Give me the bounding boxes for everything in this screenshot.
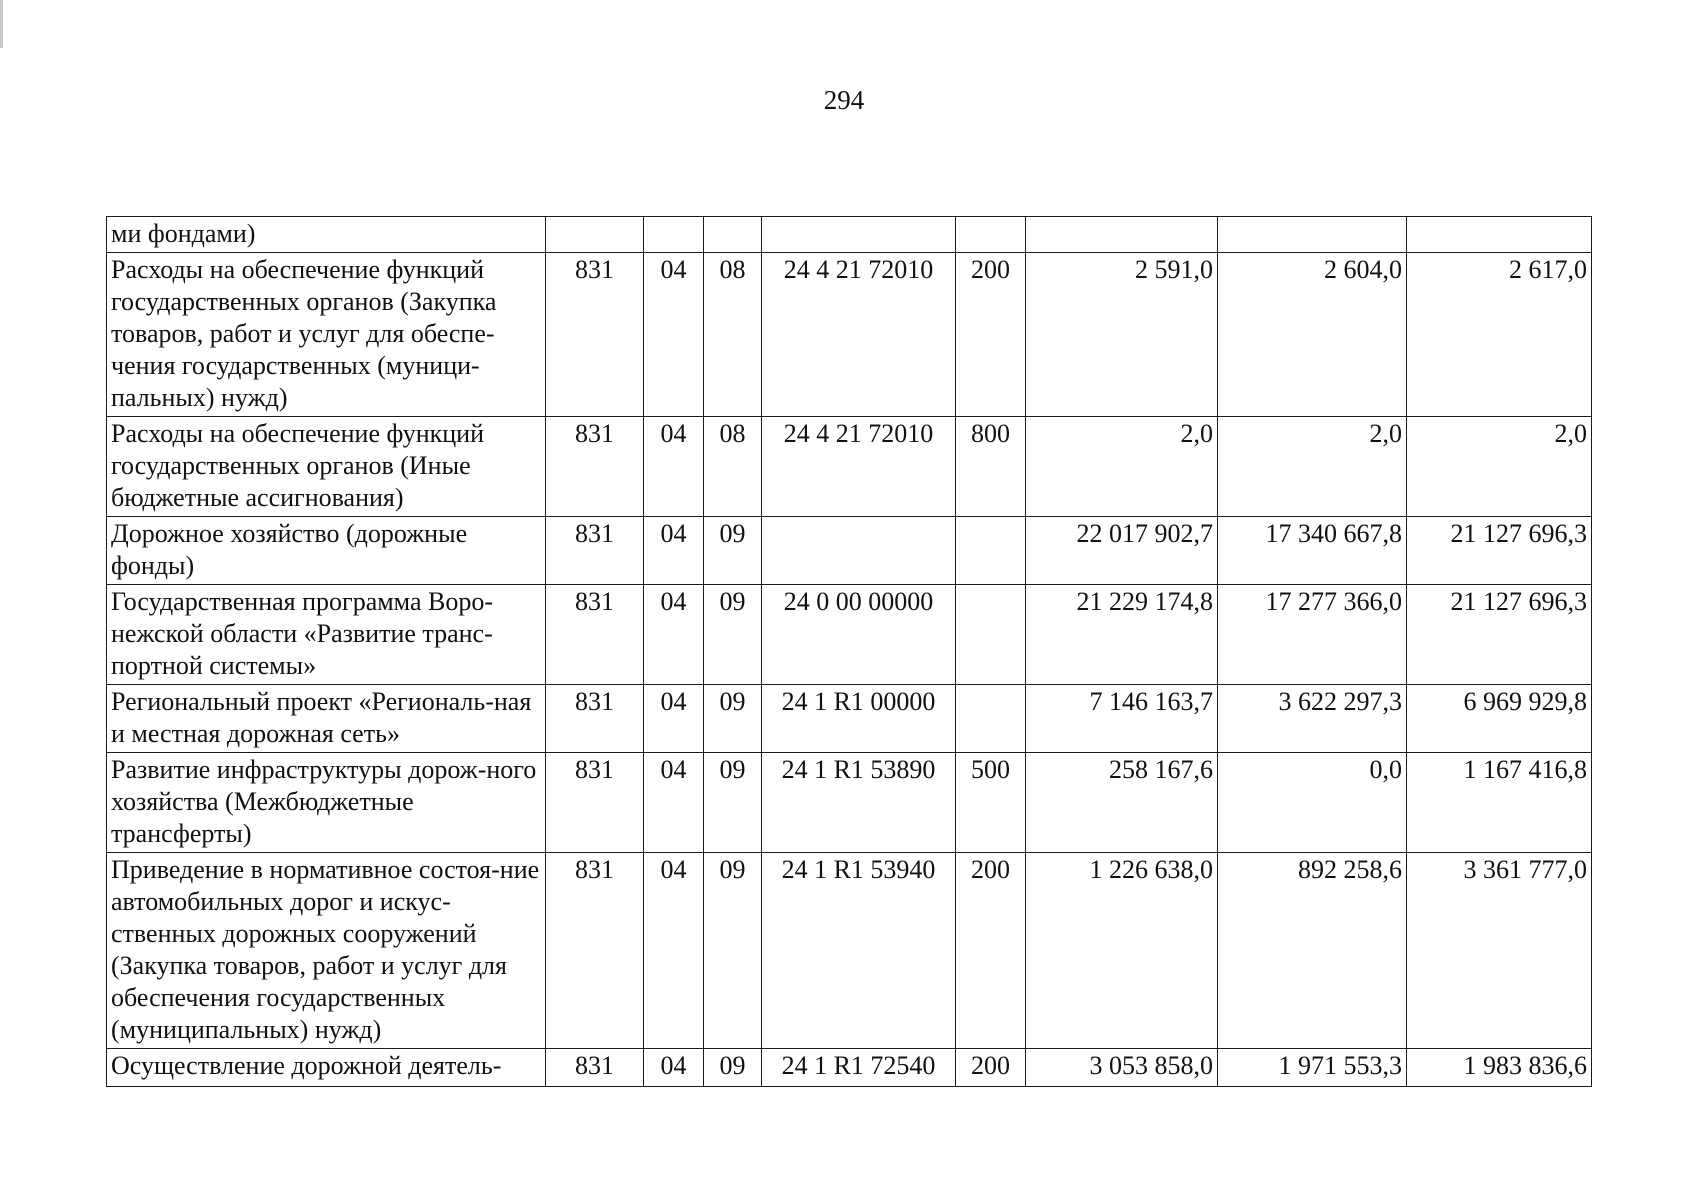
cell-subsection-code: 09	[704, 585, 762, 685]
cell-expense-type: 200	[956, 853, 1026, 1049]
cell-target-article: 24 0 00 00000	[762, 585, 956, 685]
cell-name: Расходы на обеспечение функций государственных органов (Закупка товаров, работ и услуг для обеспе-чения государственных (муници-пальных) нужд)	[107, 253, 546, 417]
cell-target-article: 24 4 21 72010	[762, 417, 956, 517]
cell-expense-type: 200	[956, 253, 1026, 417]
cell-section-code	[644, 217, 704, 253]
cell-department-code: 831	[546, 753, 644, 853]
cell-amount-year-1: 258 167,6	[1026, 753, 1218, 853]
cell-amount-year-3: 21 127 696,3	[1407, 517, 1592, 585]
cell-target-article: 24 1 R1 00000	[762, 685, 956, 753]
cell-name: Дорожное хозяйство (дорожные фонды)	[107, 517, 546, 585]
cell-target-article: 24 1 R1 72540	[762, 1049, 956, 1087]
cell-subsection-code: 09	[704, 1049, 762, 1087]
table-row	[107, 217, 1592, 253]
cell-expense-type	[956, 585, 1026, 685]
cell-department-code: 831	[546, 585, 644, 685]
cell-section-code: 04	[644, 517, 704, 585]
cell-department-code: 831	[546, 685, 644, 753]
cell-section-code: 04	[644, 585, 704, 685]
cell-amount-year-2: 2 604,0	[1218, 253, 1407, 417]
cell-section-code: 04	[644, 685, 704, 753]
cell-subsection-code: 08	[704, 253, 762, 417]
cell-amount-year-2: 2,0	[1218, 417, 1407, 517]
cell-subsection-code: 08	[704, 417, 762, 517]
budget-table	[106, 216, 1592, 1087]
cell-amount-year-2: 1 971 553,3	[1218, 1049, 1407, 1087]
cell-section-code: 04	[644, 853, 704, 1049]
cell-expense-type: 200	[956, 1049, 1026, 1087]
cell-department-code: 831	[546, 253, 644, 417]
cell-target-article	[762, 217, 956, 253]
scan-edge-mark	[0, 0, 3, 48]
cell-amount-year-3: 1 167 416,8	[1407, 753, 1592, 853]
cell-amount-year-1	[1026, 217, 1218, 253]
cell-amount-year-1: 22 017 902,7	[1026, 517, 1218, 585]
cell-section-code: 04	[644, 753, 704, 853]
table-row	[107, 1049, 1592, 1087]
cell-target-article: 24 4 21 72010	[762, 253, 956, 417]
cell-amount-year-1: 2,0	[1026, 417, 1218, 517]
cell-amount-year-1: 3 053 858,0	[1026, 1049, 1218, 1087]
cell-name: Осуществление дорожной деятель-	[107, 1049, 546, 1087]
cell-section-code: 04	[644, 417, 704, 517]
cell-expense-type	[956, 217, 1026, 253]
table-row	[107, 417, 1592, 517]
cell-name: Развитие инфраструктуры дорож-ного хозяйства (Межбюджетные трансферты)	[107, 753, 546, 853]
cell-amount-year-1: 7 146 163,7	[1026, 685, 1218, 753]
table-row	[107, 753, 1592, 853]
cell-department-code: 831	[546, 517, 644, 585]
cell-department-code: 831	[546, 417, 644, 517]
table-row	[107, 517, 1592, 585]
cell-name: ми фондами)	[107, 217, 546, 253]
cell-amount-year-2: 3 622 297,3	[1218, 685, 1407, 753]
cell-amount-year-1: 21 229 174,8	[1026, 585, 1218, 685]
cell-expense-type: 500	[956, 753, 1026, 853]
cell-expense-type	[956, 685, 1026, 753]
cell-amount-year-2	[1218, 217, 1407, 253]
cell-department-code	[546, 217, 644, 253]
cell-amount-year-1: 1 226 638,0	[1026, 853, 1218, 1049]
cell-subsection-code: 09	[704, 685, 762, 753]
cell-subsection-code	[704, 217, 762, 253]
cell-target-article: 24 1 R1 53940	[762, 853, 956, 1049]
cell-name: Приведение в нормативное состоя-ние автомобильных дорог и искус-ственных дорожных сооружений (Закупка товаров, работ и услуг для обеспечения государственных (муниципальных) нужд)	[107, 853, 546, 1049]
table-body	[107, 217, 1592, 1087]
cell-amount-year-3	[1407, 217, 1592, 253]
cell-subsection-code: 09	[704, 517, 762, 585]
cell-amount-year-3: 3 361 777,0	[1407, 853, 1592, 1049]
cell-amount-year-2: 0,0	[1218, 753, 1407, 853]
cell-amount-year-2: 17 340 667,8	[1218, 517, 1407, 585]
cell-section-code: 04	[644, 1049, 704, 1087]
cell-amount-year-3: 6 969 929,8	[1407, 685, 1592, 753]
cell-amount-year-1: 2 591,0	[1026, 253, 1218, 417]
cell-department-code: 831	[546, 1049, 644, 1087]
page-number: 294	[823, 85, 865, 115]
cell-amount-year-3: 1 983 836,6	[1407, 1049, 1592, 1087]
cell-name: Региональный проект «Региональ-ная и местная дорожная сеть»	[107, 685, 546, 753]
cell-target-article: 24 1 R1 53890	[762, 753, 956, 853]
cell-amount-year-2: 17 277 366,0	[1218, 585, 1407, 685]
cell-amount-year-3: 2,0	[1407, 417, 1592, 517]
cell-subsection-code: 09	[704, 753, 762, 853]
table-row	[107, 253, 1592, 417]
table-row	[107, 685, 1592, 753]
cell-amount-year-3: 21 127 696,3	[1407, 585, 1592, 685]
table-row	[107, 585, 1592, 685]
cell-name: Расходы на обеспечение функций государственных органов (Иные бюджетные ассигнования)	[107, 417, 546, 517]
cell-amount-year-2: 892 258,6	[1218, 853, 1407, 1049]
cell-target-article	[762, 517, 956, 585]
cell-name: Государственная программа Воро-нежской области «Развитие транс-портной системы»	[107, 585, 546, 685]
cell-expense-type	[956, 517, 1026, 585]
cell-department-code: 831	[546, 853, 644, 1049]
cell-subsection-code: 09	[704, 853, 762, 1049]
cell-expense-type: 800	[956, 417, 1026, 517]
table-row	[107, 853, 1592, 1049]
cell-amount-year-3: 2 617,0	[1407, 253, 1592, 417]
cell-section-code: 04	[644, 253, 704, 417]
